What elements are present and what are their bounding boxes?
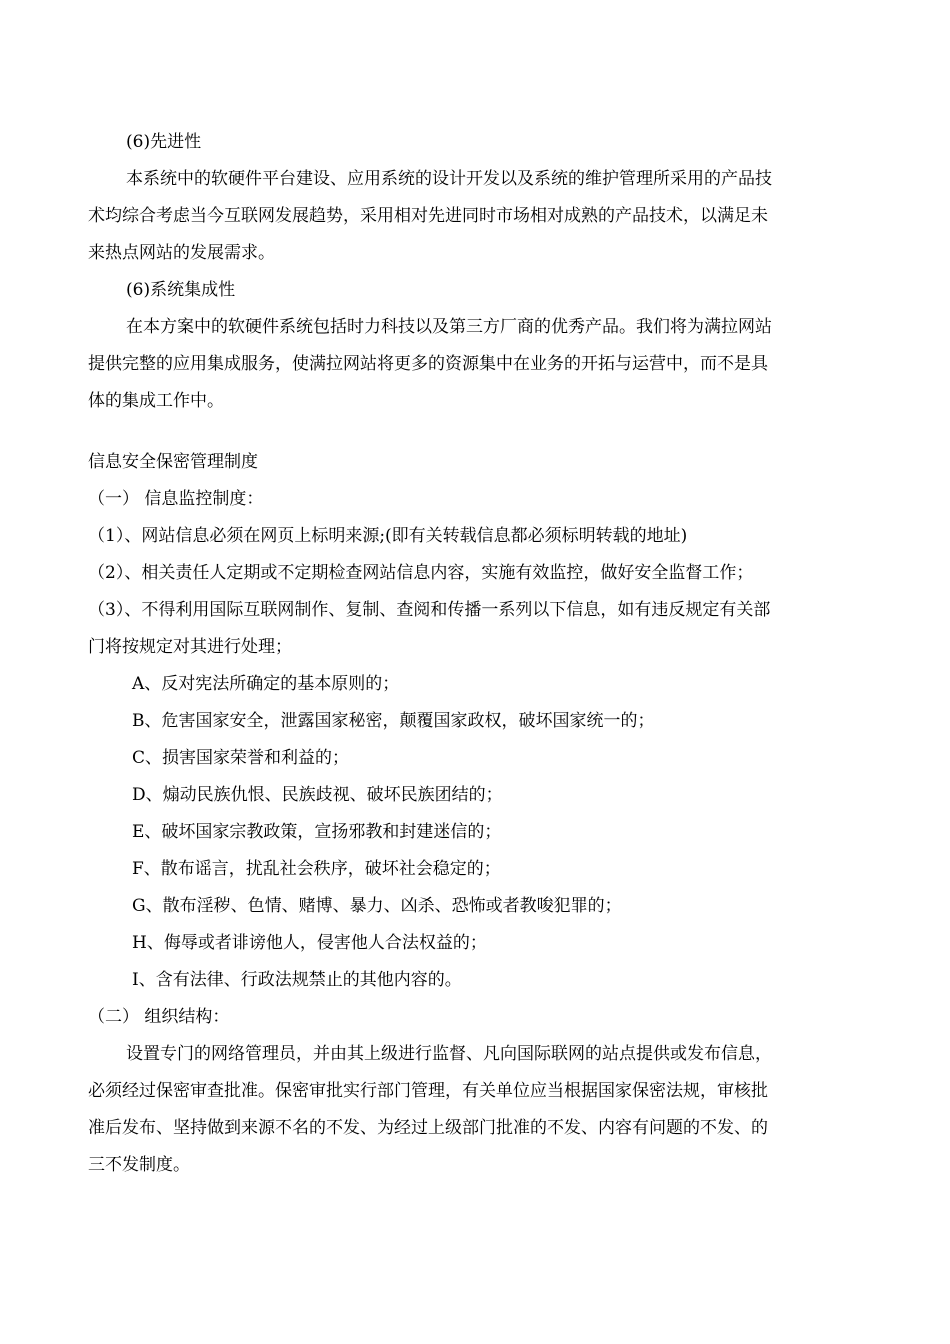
section-6a-title: (6)先进性 <box>126 132 202 152</box>
part1-item-1: （1）、网站信息必须在网页上标明来源;(即有关转载信息都必须标明转载的地址) <box>88 526 688 546</box>
section-spacer <box>88 432 862 444</box>
section-6b-line-2: 提供完整的应用集成服务，使满拉网站将更多的资源集中在业务的开拓与运营中，而不是具 <box>88 354 768 374</box>
sub-item-a: A、反对宪法所确定的基本原则的； <box>132 674 400 694</box>
section-6b-title: (6)系统集成性 <box>126 280 236 300</box>
section-spacer <box>88 420 862 432</box>
policy-title: 信息安全保密管理制度 <box>88 452 258 472</box>
sub-item-c: C、损害国家荣誉和利益的； <box>132 748 350 768</box>
part1-item-3: （3）、不得利用国际互联网制作、复制、查阅和传播一系列以下信息，如有违反规定有关部 <box>88 600 771 620</box>
part1-item-2: （2）、相关责任人定期或不定期检查网站信息内容，实施有效监控，做好安全监督工作； <box>88 563 754 583</box>
part1-heading: （一） 信息监控制度： <box>88 489 264 509</box>
part2-line-1: 设置专门的网络管理员，并由其上级进行监督、凡向国际联网的站点提供或发布信息， <box>126 1044 772 1064</box>
section-6a-line-1: 本系统中的软硬件平台建设、应用系统的设计开发以及系统的维护管理所采用的产品技 <box>126 169 772 189</box>
part2-line-3: 准后发布、坚持做到来源不名的不发、为经过上级部门批准的不发、内容有问题的不发、的 <box>88 1118 768 1138</box>
section-6a-line-3: 来热点网站的发展需求。 <box>88 243 275 263</box>
sub-item-g: G、散布淫秽、色情、赌博、暴力、凶杀、恐怖或者教唆犯罪的； <box>132 896 622 916</box>
sub-item-f: F、散布谣言，扰乱社会秩序，破坏社会稳定的； <box>132 859 501 879</box>
section-6a-line-2: 术均综合考虑当今互联网发展趋势，采用相对先进同时市场相对成熟的产品技术，以满足未 <box>88 206 768 226</box>
part1-item-3-cont: 门将按规定对其进行处理； <box>88 637 292 657</box>
sub-item-e: E、破坏国家宗教政策，宣扬邪教和封建迷信的； <box>132 822 502 842</box>
sub-item-i: I、含有法律、行政法规禁止的其他内容的。 <box>132 970 462 990</box>
part2-line-2: 必须经过保密审查批准。保密审批实行部门管理，有关单位应当根据国家保密法规，审核批 <box>88 1081 768 1101</box>
section-6b-line-1: 在本方案中的软硬件系统包括时力科技以及第三方厂商的优秀产品。我们将为满拉网站 <box>126 317 772 337</box>
section-6b-line-3: 体的集成工作中。 <box>88 391 224 411</box>
part2-line-4: 三不发制度。 <box>88 1155 190 1175</box>
sub-item-h: H、侮辱或者诽谤他人，侵害他人合法权益的； <box>132 933 487 953</box>
sub-item-d: D、煽动民族仇恨、民族歧视、破坏民族团结的； <box>132 785 503 805</box>
sub-item-b: B、危害国家安全，泄露国家秘密，颠覆国家政权，破坏国家统一的； <box>132 711 655 731</box>
part2-heading: （二） 组织结构： <box>88 1007 230 1027</box>
